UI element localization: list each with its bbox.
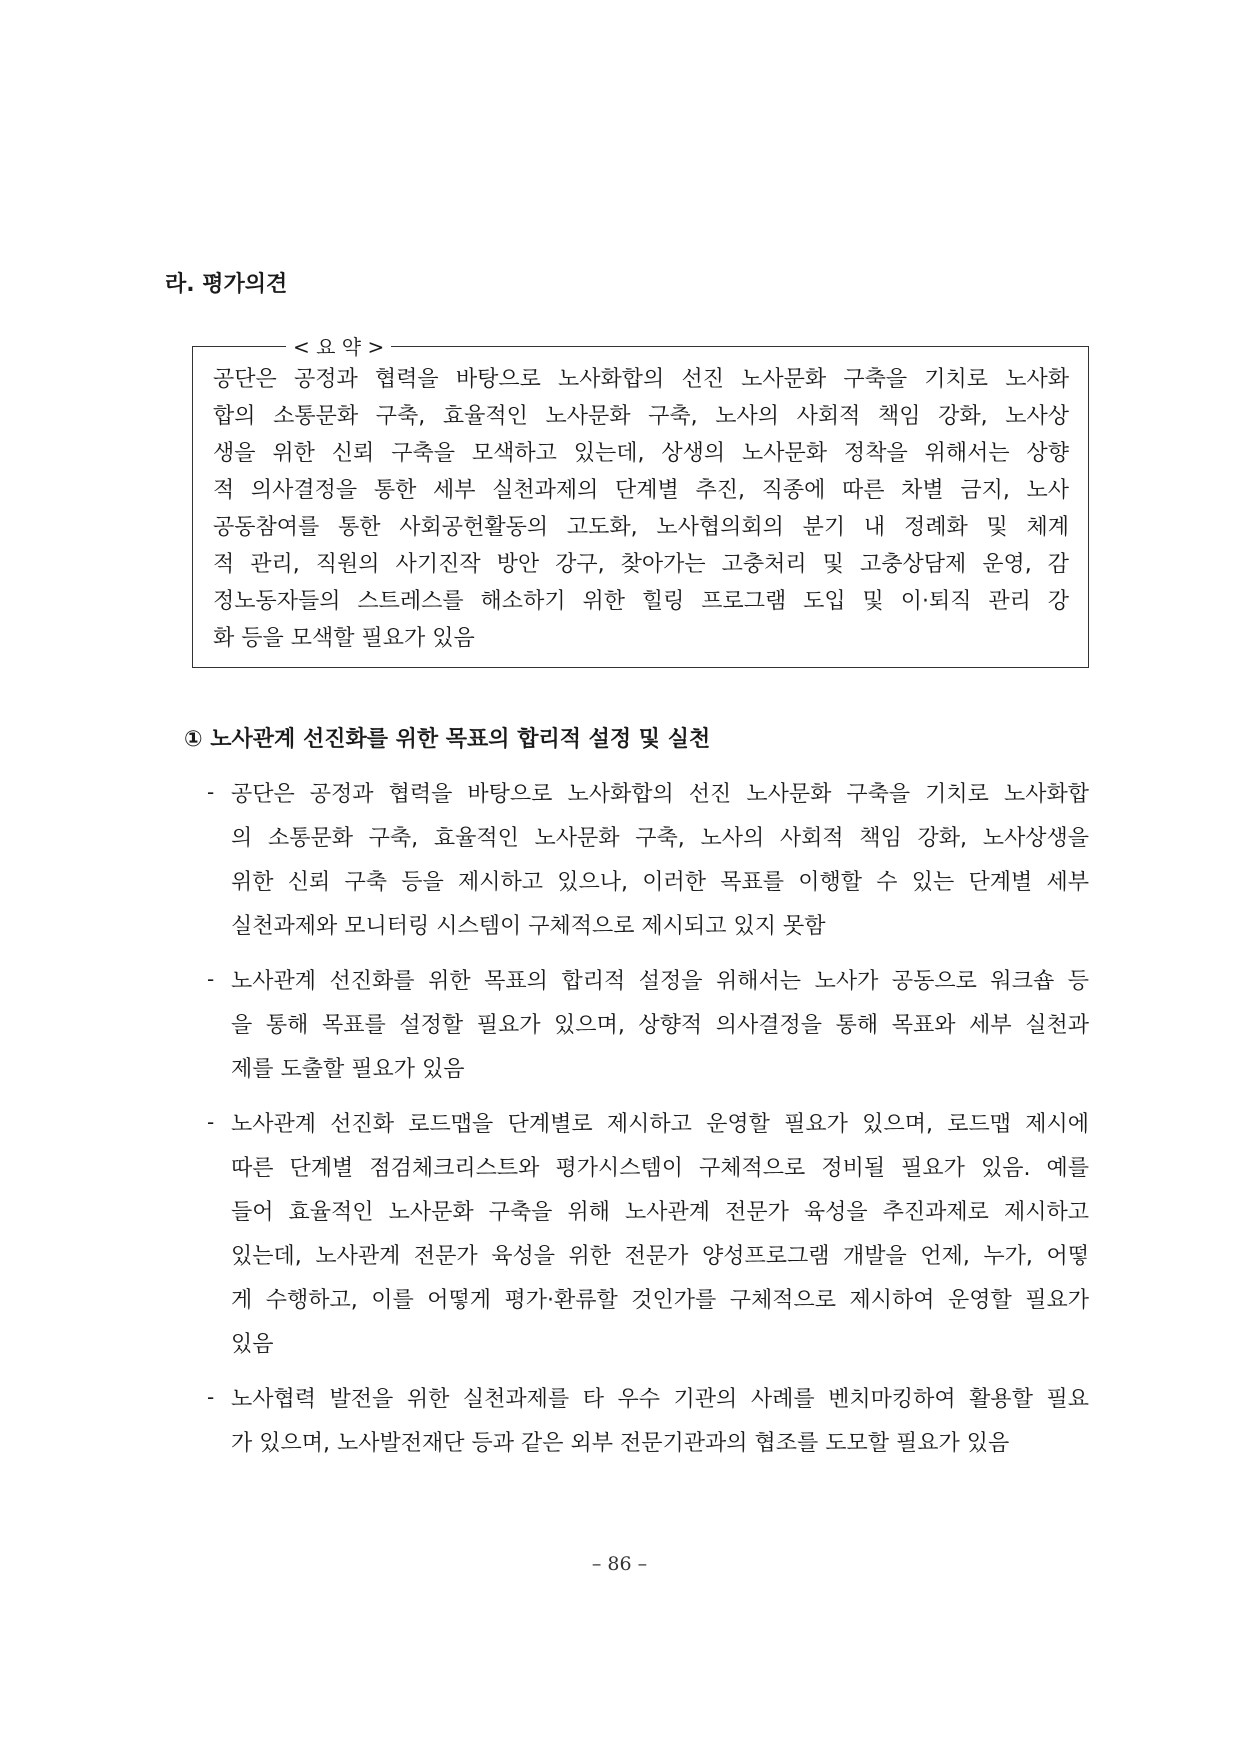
summary-line: 생을 위한 신뢰 구축을 모색하고 있는데, 상생의 노사문화 정착을 위해서는 상향: [213, 441, 1069, 466]
summary-line: 정노동자들의 스트레스를 해소하기 위한 힐링 프로그램 도입 및 이·퇴직 관리 강: [213, 589, 1069, 614]
bullet-line: 있음: [231, 1332, 274, 1357]
bullet-line: 노사관계 선진화 로드맵을 단계별로 제시하고 운영할 필요가 있으며, 로드맵 제시에: [231, 1112, 1089, 1137]
summary-box: [192, 335, 1089, 668]
bullet-item: [207, 1103, 1089, 1367]
summary-line: 공동참여를 통한 사회공헌활동의 고도화, 노사협의회의 분기 내 정례화 및 체계: [213, 515, 1069, 540]
bullet-line: 을 통해 목표를 설정할 필요가 있으며, 상향적 의사결정을 통해 목표와 세부 실천과: [231, 1013, 1089, 1038]
bullet-item: [207, 773, 1089, 949]
subsection-title: ① 노사관계 선진화를 위한 목표의 합리적 설정 및 실천: [184, 727, 711, 752]
bullet-marker: -: [207, 780, 215, 804]
summary-line: 공단은 공정과 협력을 바탕으로 노사화합의 선진 노사문화 구축을 기치로 노사화: [213, 367, 1069, 392]
bullet-line: 따른 단계별 점검체크리스트와 평가시스템이 구체적으로 정비될 필요가 있음. 예를: [231, 1156, 1089, 1181]
bullet-line: 공단은 공정과 협력을 바탕으로 노사화합의 선진 노사문화 구축을 기치로 노사화합: [231, 782, 1089, 807]
bullet-marker: -: [207, 967, 215, 991]
summary-line: 적 관리, 직원의 사기진작 방안 강구, 찾아가는 고충처리 및 고충상담제 운영, 감: [213, 552, 1069, 577]
bullet-line: 의 소통문화 구축, 효율적인 노사문화 구축, 노사의 사회적 책임 강화, 노사상생을: [231, 826, 1089, 851]
summary-line: 적 의사결정을 통한 세부 실천과제의 단계별 추진, 직종에 따른 차별 금지, 노사: [213, 478, 1069, 503]
bullet-item: [207, 1378, 1089, 1466]
bullet-line: 가 있으며, 노사발전재단 등과 같은 외부 전문기관과의 협조를 도모할 필요가 있음: [231, 1431, 1010, 1456]
bullet-line: 들어 효율적인 노사문화 구축을 위해 노사관계 전문가 육성을 추진과제로 제시하고: [231, 1200, 1089, 1225]
bullet-line: 있는데, 노사관계 전문가 육성을 위한 전문가 양성프로그램 개발을 언제, 누가, 어떻: [231, 1244, 1089, 1269]
bullet-line: 위한 신뢰 구축 등을 제시하고 있으나, 이러한 목표를 이행할 수 있는 단계별 세부: [231, 870, 1089, 895]
bullet-marker: -: [207, 1110, 215, 1134]
bullet-line: 게 수행하고, 이를 어떻게 평가·환류할 것인가를 구체적으로 제시하여 운영할 필요가: [231, 1288, 1089, 1313]
bullet-line: 실천과제와 모니터링 시스템이 구체적으로 제시되고 있지 못함: [231, 914, 826, 939]
summary-line: 화 등을 모색할 필요가 있음: [213, 626, 475, 651]
bullet-line: 노사협력 발전을 위한 실천과제를 타 우수 기관의 사례를 벤치마킹하여 활용할 필요: [231, 1387, 1089, 1412]
summary-line: 합의 소통문화 구축, 효율적인 노사문화 구축, 노사의 사회적 책임 강화, 노사상: [213, 404, 1069, 429]
bullet-line: 제를 도출할 필요가 있음: [231, 1057, 465, 1082]
bullet-line: 노사관계 선진화를 위한 목표의 합리적 설정을 위해서는 노사가 공동으로 워크숍 등: [231, 969, 1089, 994]
page-number: – 86 –: [591, 1553, 648, 1575]
section-title: 라. 평가의견: [165, 272, 288, 297]
summary-label: < 요 약 >: [286, 335, 391, 359]
bullet-item: [207, 960, 1089, 1092]
bullet-marker: -: [207, 1385, 215, 1409]
bullet-list: [207, 773, 1089, 1466]
